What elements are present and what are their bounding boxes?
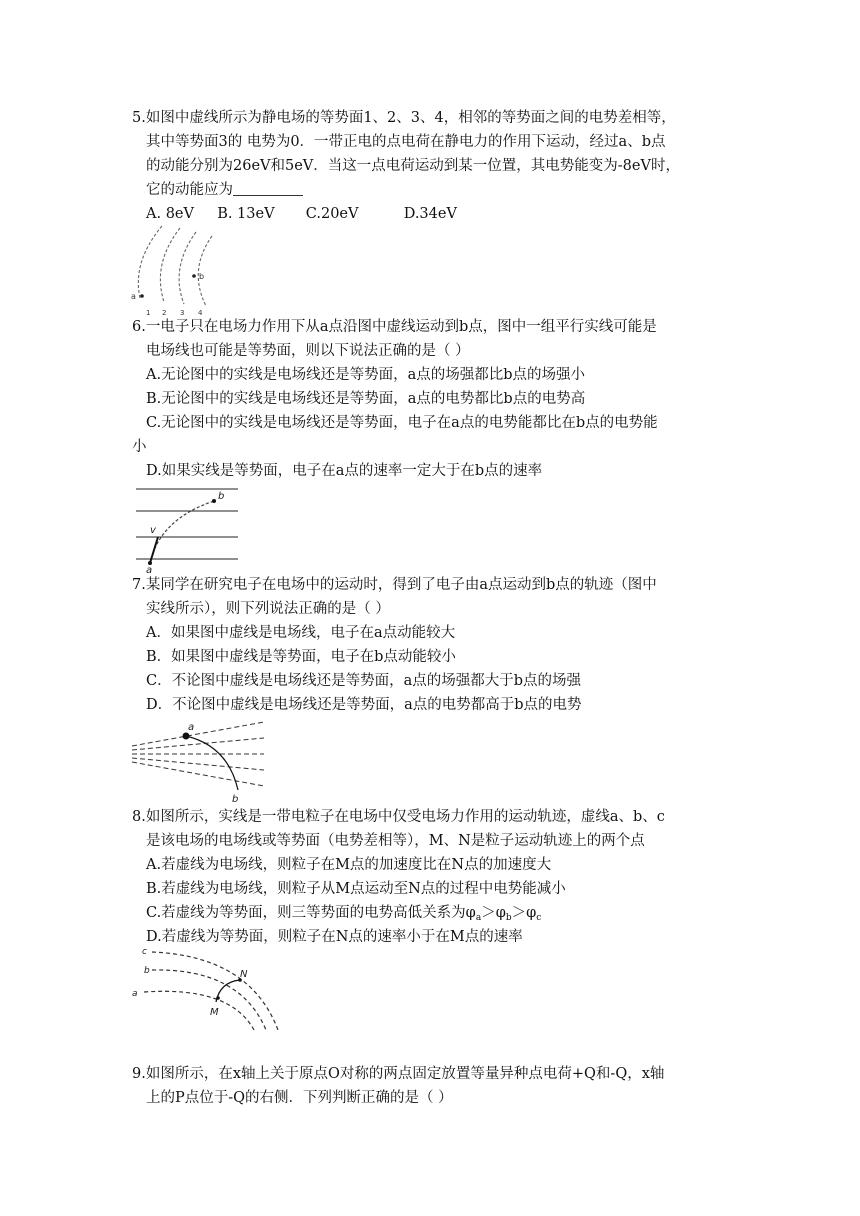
q5-stem-line: 它的动能应为 (132, 178, 732, 202)
q7-stem-line: 实线所示），则下列说法正确的是（ ） (146, 601, 390, 617)
q6-option-a: A.无论图中的实线是电场线还是等势面，a点的场强都比b点的场强小 (146, 367, 586, 383)
answer-blank (233, 181, 303, 196)
label-c: c (142, 947, 147, 957)
q5-option-d: D.34eV (403, 206, 457, 222)
q8-option-d: D.若虚线为等势面，则粒子在N点的速率小于在M点的速率 (146, 929, 523, 945)
q6-stem-line: 电场线也可能是等势面，则以下说法正确的是（ ） (146, 343, 470, 359)
q6-option-c-wrap: 小 (132, 439, 147, 455)
dashed-curve-b (152, 970, 266, 1030)
dashed-line (132, 758, 264, 770)
q6-stem-line: 6.一电子只在电场力作用下从a点沿图中虚线运动到b点，图中一组平行实线可能是 (132, 319, 657, 335)
question-8 (132, 805, 732, 949)
q8-stem-line: 8.如图所示，实线是一带电粒子在电场中仅受电场力作用的运动轨迹，虚线a、b、c (132, 809, 665, 825)
q5-stem-line: 其中等势面3的 电势为0．一带正电的点电荷在静电力的作用下运动，经过a、b点 (146, 134, 666, 150)
question-6 (132, 315, 732, 483)
q8-option-a: A.若虚线为电场线，则粒子在M点的加速度比在N点的加速度大 (146, 857, 552, 873)
electron-trajectory (186, 736, 238, 790)
label-2: 2 (162, 309, 167, 317)
q6-option-b: B.无论图中的实线是电场线还是等势面，a点的电势都比b点的电势高 (146, 391, 586, 407)
label-a: a (131, 292, 136, 301)
q6-figure (134, 485, 244, 576)
q7-option-a: A．如果图中虚线是电场线，电子在a点动能较大 (146, 625, 456, 641)
q9-stem-line: 9.如图所示，在x轴上关于原点O对称的两点固定放置等量异种点电荷+Q和-Q，x轴 (132, 1066, 665, 1082)
q8-option-b: B.若虚线为电场线，则粒子从M点运动至N点的过程中电势能减小 (146, 881, 566, 897)
q5-option-b: B. 13eV (217, 206, 275, 222)
label-v: v (150, 525, 156, 536)
q6-option-c: C.无论图中的实线是电场线还是等势面，电子在a点的电势能都比在b点的电势能 (146, 415, 658, 431)
point-b-dot (212, 499, 216, 503)
dashed-curve-a (144, 991, 254, 1030)
q7-stem-line: 7.某同学在研究电子在电场中的运动时，得到了电子由a点运动到b点的轨迹（图中 (132, 577, 657, 593)
point-m-dot (216, 996, 220, 1000)
point-b-dot (192, 274, 196, 278)
label-a: a (132, 989, 138, 999)
q5-stem-line: 5.如图中虚线所示为静电场的等势面1、2、3、4，相邻的等势面之间的电势差相等， (132, 110, 676, 126)
label-n: N (240, 969, 248, 980)
label-b: b (144, 966, 150, 976)
q5-option-c: C.20eV (305, 206, 359, 222)
label-1: 1 (146, 309, 151, 317)
q7-option-c: C．不论图中虚线是电场线还是等势面，a点的场强都大于b点的场强 (146, 673, 582, 689)
equipotential-3 (179, 232, 196, 304)
q7-figure (130, 720, 270, 804)
q5-figure (128, 222, 238, 318)
dashed-line (132, 762, 264, 786)
question-5 (132, 106, 732, 226)
dashed-curve-c (152, 952, 278, 1030)
q5-option-a: A. 8eV (146, 206, 194, 222)
label-a: a (146, 565, 153, 576)
electron-path (150, 501, 214, 563)
label-4: 4 (198, 309, 203, 317)
point-a-dot (140, 294, 144, 298)
equipotential-2 (160, 228, 180, 302)
q5-stem-line: 的动能分别为26eV和5eV．当这一点电荷运动到某一位置，其电势能变为-8eV时， (146, 158, 680, 174)
q6-option-d: D.如果实线是等势面，电子在a点的速率一定大于在b点的速率 (146, 463, 543, 479)
label-3: 3 (180, 309, 185, 317)
label-b: b (218, 491, 225, 502)
label-b: b (199, 272, 205, 281)
question-7 (132, 573, 732, 717)
q8-option-c: C.若虚线为等势面，则三等势面的电势高低关系为$\varphi_a>\varphi_b>\varphi_c$ (146, 905, 542, 923)
label-m: M (210, 1007, 219, 1018)
q9-stem-line: 上的P点位于-Q的右侧．下列判断正确的是（ ） (146, 1090, 453, 1106)
q7-option-b: B．如果图中虚线是等势面，电子在b点动能较小 (146, 649, 456, 665)
equipotential-1 (138, 226, 162, 298)
q8-figure (130, 946, 290, 1036)
electron-dot (183, 733, 190, 740)
label-b: b (232, 794, 239, 805)
equipotential-4 (198, 236, 212, 306)
q7-option-d: D．不论图中虚线是电场线还是等势面，a点的电势都高于b点的电势 (146, 697, 582, 713)
question-9 (132, 1062, 732, 1110)
q8-stem-line: 是该电场的电场线或等势面（电势差相等），M、N是粒子运动轨迹上的两个点 (146, 833, 645, 849)
dashed-line (132, 722, 264, 746)
label-a: a (188, 722, 195, 733)
